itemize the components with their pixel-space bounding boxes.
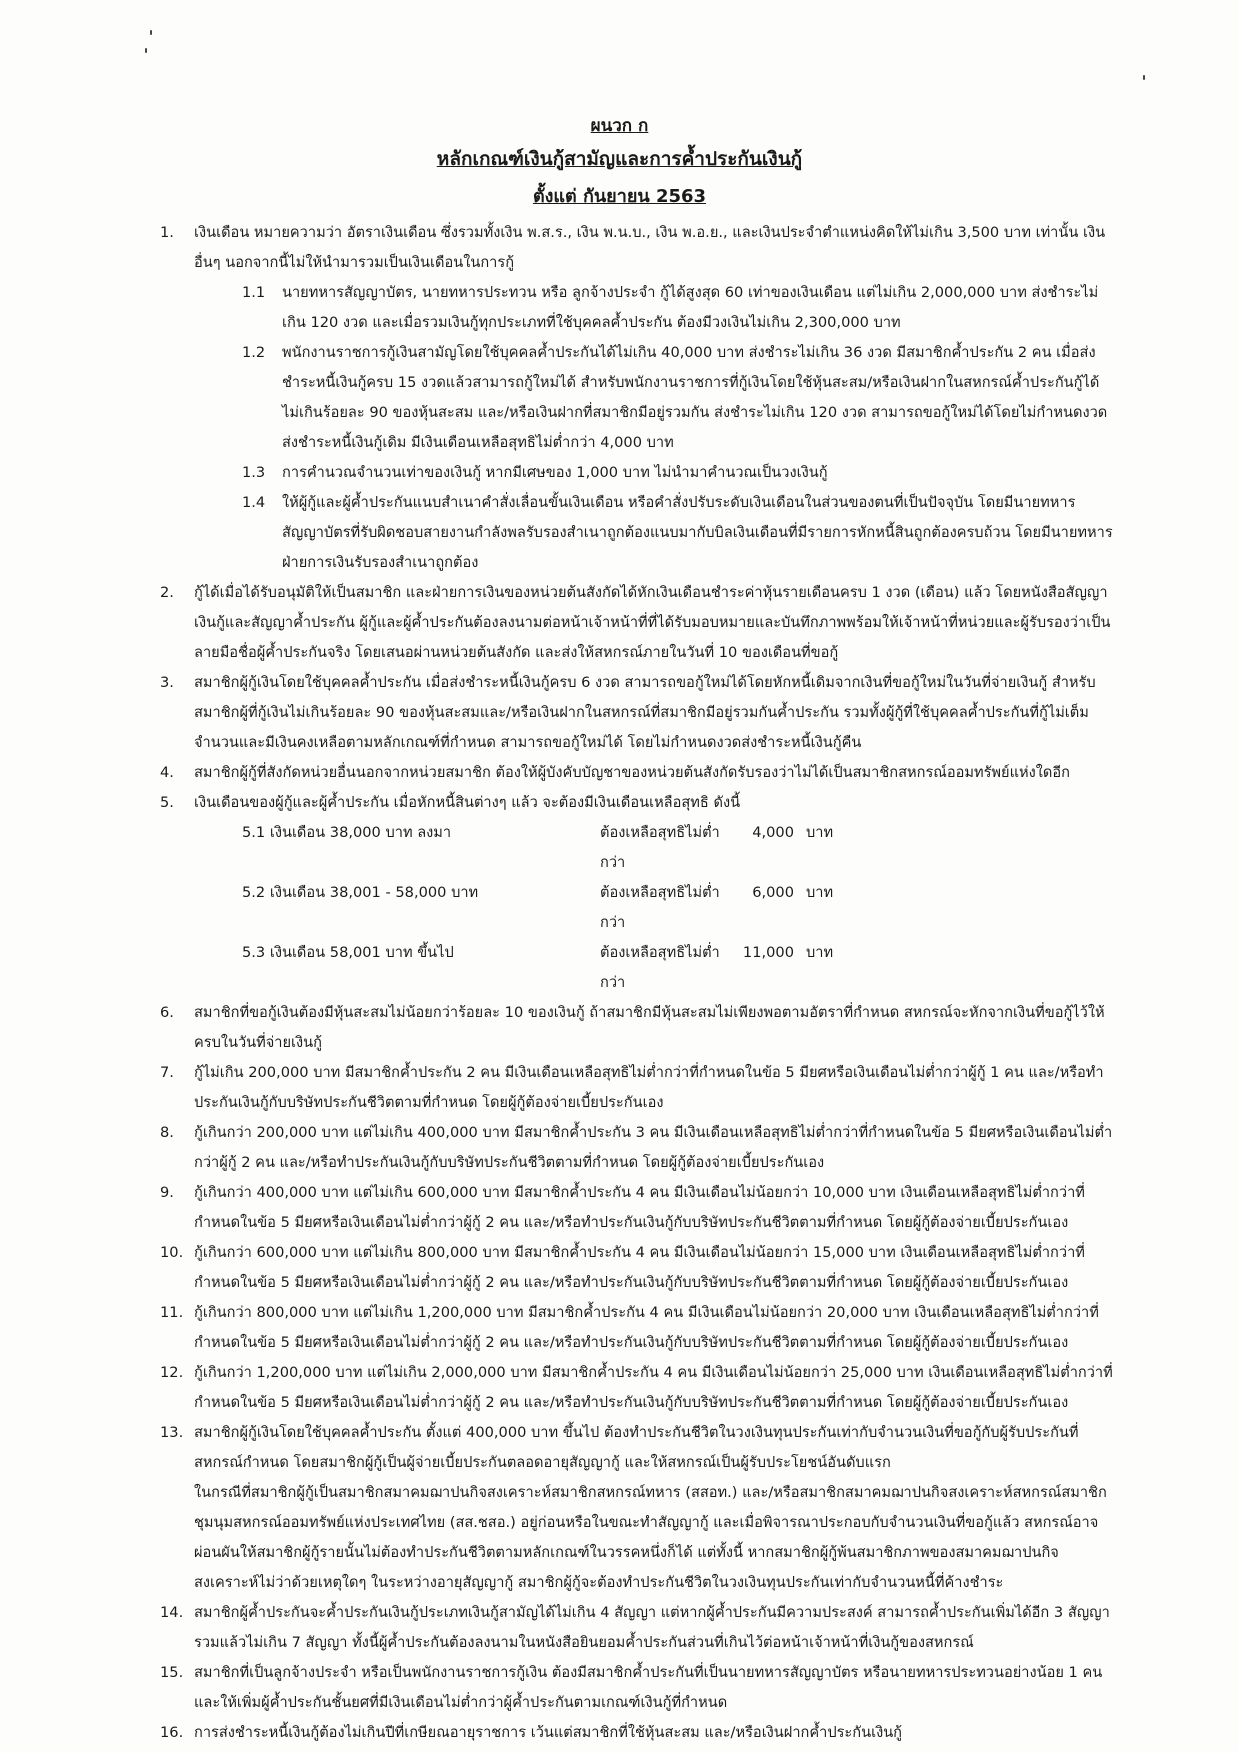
rule-text: กู้ไม่เกิน 200,000 บาท มีสมาชิกค้ำประกัน 2 คน มีเงินเดือนเหลือสุทธิไม่ต่ำกว่าที่กำหนดในข้อ 5 มียศหรือเงินเดือนไม่ต่ำกว่าผู้กู้ 1 คน และ/หรือทำประกันเงินกู้กับบริษัทประกันชีวิตตามที่กำหนด โดยผู้กู้ต้องจ่ายเบี้ยประกันเอง (194, 1064, 1104, 1111)
sub-rule-text: ให้ผู้กู้และผู้ค้ำประกันแนบสำเนาคำสั่งเลื่อนขั้นเงินเดือน หรือคำสั่งปรับระดับเงินเดือนในส่วนของตนที่เป็นปัจจุบัน โดยมีนายทหารสัญญาบัตรที่รับผิดชอบสายงานกำลังพลรับรองสำเนาถูกต้องแนบมากับบิลเงินเดือนที่มีรายการหักหนี้สินถูกต้องครบถ้วน โดยมีนายทหารฝ่ายการเงินรับรองสำเนาถูกต้อง (282, 494, 1113, 571)
salary-range: 5.2 เงินเดือน 38,001 - 58,000 บาท (242, 884, 479, 901)
rule-text: สมาชิกผู้กู้เงินโดยใช้บุคคลค้ำประกัน ตั้งแต่ 400,000 บาท ขึ้นไป ต้องทำประกันชีวิตในวงเงินทุนประกันเท่ากับจำนวนเงินที่ขอกู้กับผู้รับประกันที่สหกรณ์กำหนด โดยสมาชิกผู้กู้เป็นผู้จ่ายเบี้ยประกันตลอดอายุสัญญากู้ และให้สหกรณ์เป็นผู้รับประโยชน์อันดับแรก (194, 1424, 1079, 1471)
sub-rule-text: การคำนวณจำนวนเท่าของเงินกู้ หากมีเศษของ 1,000 บาท ไม่นำมาคำนวณเป็นวงเงินกู้ (282, 464, 828, 481)
currency-unit: บาท (806, 884, 834, 901)
sub-rule-text: นายทหารสัญญาบัตร, นายทหารประทวน หรือ ลูกจ้างประจำ กู้ได้สูงสุด 60 เท่าของเงินเดือน แต่ไม่เกิน 2,000,000 บาท ส่งชำระไม่เกิน 120 งวด และเมื่อรวมเงินกู้ทุกประเภทที่ใช้บุคคลค้ำประกัน ต้องมีวงเงินไม่เกิน 2,300,000 บาท (282, 284, 1099, 331)
rule-item (160, 1658, 1115, 1718)
rule-text: สมาชิกที่เป็นลูกจ้างประจำ หรือเป็นพนักงานราชการกู้เงิน ต้องมีสมาชิกค้ำประกันที่เป็นนายทหารสัญญาบัตร หรือนายทหารประทวนอย่างน้อย 1 คน และให้เพิ่มผู้ค้ำประกันชั้นยศที่มีเงินเดือนไม่ต่ำกว่าผู้ค้ำประกันตามเกณฑ์เงินกู้ที่กำหนด (194, 1664, 1103, 1711)
net-requirement: ต้องเหลือสุทธิไม่ต่ำกว่า (600, 824, 720, 871)
rule-item (160, 1298, 1115, 1358)
rule-item (160, 1058, 1115, 1118)
salary-range: 5.3 เงินเดือน 58,001 บาท ขึ้นไป (242, 944, 454, 961)
rule-text: สมาชิกที่ขอกู้เงินต้องมีหุ้นสะสมไม่น้อยกว่าร้อยละ 10 ของเงินกู้ ถ้าสมาชิกมีหุ้นสะสมไม่เพียงพอตามอัตราที่กำหนด สหกรณ์จะหักจากเงินที่ขอกู้ไว้ให้ครบในวันที่จ่ายเงินกู้ (194, 1004, 1105, 1051)
rule-number: 14. (160, 1604, 184, 1621)
rule-item (160, 1178, 1115, 1238)
rule-item (160, 1358, 1115, 1418)
rule-item (160, 1238, 1115, 1298)
scan-speck (145, 48, 147, 53)
rule-text: การส่งชำระหนี้เงินกู้ต้องไม่เกินปีที่เกษียณอายุราชการ เว้นแต่สมาชิกที่ใช้หุ้นสะสม และ/หรือเงินฝากค้ำประกันเงินกู้ (194, 1724, 903, 1741)
rule-text: เงินเดือน หมายความว่า อัตราเงินเดือน ซึ่งรวมทั้งเงิน พ.ส.ร., เงิน พ.น.บ., เงิน พ.อ.ย., และเงินประจำตำแหน่งคิดให้ไม่เกิน 3,500 บาท เท่านั้น เงินอื่นๆ นอกจากนี้ไม่ให้นำมารวมเป็นเงินเดือนในการกู้ (194, 224, 1106, 271)
rule-item (160, 1418, 1115, 1598)
rule-item (160, 1118, 1115, 1178)
document-title: หลักเกณฑ์เงินกู้สามัญและการค้ำประกันเงินกู้ (436, 148, 803, 170)
scan-speck (1143, 75, 1145, 80)
sub-rule-number: 1.3 (242, 464, 266, 481)
salary-row (242, 878, 1115, 938)
rule-item (160, 1718, 1115, 1748)
net-amount: 4,000 (752, 824, 794, 841)
effective-date: ตั้งแต่ กันยายน 2563 (532, 186, 707, 207)
rule-text: สมาชิกผู้ค้ำประกันจะค้ำประกันเงินกู้ประเภทเงินกู้สามัญได้ไม่เกิน 4 สัญญา แต่หากผู้ค้ำประกันมีความประสงค์ สามารถค้ำประกันเพิ่มได้อีก 3 สัญญา รวมแล้วไม่เกิน 7 สัญญา ทั้งนี้ผู้ค้ำประกันต้องลงนามในหนังสือยินยอมค้ำประกันส่วนที่เกินไว้ต่อหน้าเจ้าหน้าที่เงินกู้ของสหกรณ์ (194, 1604, 1110, 1651)
currency-unit: บาท (806, 944, 834, 961)
rule-paragraph: ในกรณีที่สมาชิกผู้กู้เป็นสมาชิกสมาคมฌาปนกิจสงเคราะห์สมาชิกสหกรณ์ทหาร (สสอท.) และ/หรือสมาชิกสมาคมฌาปนกิจสงเคราะห์สหกรณ์สมาชิกชุมนุมสหกรณ์ออมทรัพย์แห่งประเทศไทย (สส.ชสอ.) อยู่ก่อนหรือในขณะทำสัญญากู้ และเมื่อพิจารณาประกอบกับจำนวนเงินที่ขอกู้แล้ว สหกรณ์อาจผ่อนผันให้สมาชิกผู้กู้รายนั้นไม่ต้องทำประกันชีวิตตามหลักเกณฑ์ในวรรคหนึ่งก็ได้ แต่ทั้งนี้ หากสมาชิกผู้กู้พ้นสมาชิกภาพของสมาคมฌาปนกิจสงเคราะห์ไม่ว่าด้วยเหตุใดๆ ในระหว่างอายุสัญญากู้ สมาชิกผู้กู้จะต้องทำประกันชีวิตในวงเงินทุนประกันเท่ากับจำนวนหนี้ที่ค้างชำระ (194, 1484, 1107, 1591)
rule-number: 12. (160, 1364, 184, 1381)
sub-rule-number: 1.1 (242, 284, 266, 301)
sub-rule-number: 1.4 (242, 494, 266, 511)
rule-number: 4. (160, 764, 174, 781)
net-requirement: ต้องเหลือสุทธิไม่ต่ำกว่า (600, 884, 720, 931)
rule-item (160, 1598, 1115, 1658)
rule-item (160, 218, 1115, 278)
rule-text: กู้เกินกว่า 600,000 บาท แต่ไม่เกิน 800,000 บาท มีสมาชิกค้ำประกัน 4 คน มีเงินเดือนไม่น้อยกว่า 15,000 บาท เงินเดือนเหลือสุทธิไม่ต่ำกว่าที่กำหนดในข้อ 5 มียศหรือเงินเดือนไม่ต่ำกว่าผู้กู้ 2 คน และ/หรือทำประกันเงินกู้กับบริษัทประกันชีวิตตามที่กำหนด โดยผู้กู้ต้องจ่ายเบี้ยประกันเอง (194, 1244, 1085, 1291)
rule-number: 8. (160, 1124, 174, 1141)
sub-rule (242, 488, 1115, 578)
rule-text: เงินเดือนของผู้กู้และผู้ค้ำประกัน เมื่อหักหนี้สินต่างๆ แล้ว จะต้องมีเงินเดือนเหลือสุทธิ ดังนี้ (194, 794, 741, 811)
rule-number: 2. (160, 584, 174, 601)
salary-row (242, 938, 1115, 998)
net-amount: 6,000 (752, 884, 794, 901)
rule-item (160, 788, 1115, 818)
rule-item (160, 578, 1115, 668)
rule-text: กู้เกินกว่า 1,200,000 บาท แต่ไม่เกิน 2,000,000 บาท มีสมาชิกค้ำประกัน 4 คน มีเงินเดือนไม่น้อยกว่า 25,000 บาท เงินเดือนเหลือสุทธิไม่ต่ำกว่าที่กำหนดในข้อ 5 มียศหรือเงินเดือนไม่ต่ำกว่าผู้กู้ 2 คน และ/หรือทำประกันเงินกู้กับบริษัทประกันชีวิตตามที่กำหนด โดยผู้กู้ต้องจ่ายเบี้ยประกันเอง (194, 1364, 1113, 1411)
currency-unit: บาท (806, 824, 834, 841)
sub-rule-number: 1.2 (242, 344, 266, 361)
rule-number: 11. (160, 1304, 184, 1321)
rule-number: 15. (160, 1664, 184, 1681)
rule-text: กู้เกินกว่า 400,000 บาท แต่ไม่เกิน 600,000 บาท มีสมาชิกค้ำประกัน 4 คน มีเงินเดือนไม่น้อยกว่า 10,000 บาท เงินเดือนเหลือสุทธิไม่ต่ำกว่าที่กำหนดในข้อ 5 มียศหรือเงินเดือนไม่ต่ำกว่าผู้กู้ 2 คน และ/หรือทำประกันเงินกู้กับบริษัทประกันชีวิตตามที่กำหนด โดยผู้กู้ต้องจ่ายเบี้ยประกันเอง (194, 1184, 1085, 1231)
net-requirement: ต้องเหลือสุทธิไม่ต่ำกว่า (600, 944, 720, 991)
rule-item (160, 758, 1115, 788)
rule-number: 9. (160, 1184, 174, 1201)
sub-rule (242, 278, 1115, 338)
rule-number: 1. (160, 224, 174, 241)
rule-number: 5. (160, 794, 174, 811)
sub-rule (242, 338, 1115, 458)
annex-label: ผนวก ก (590, 116, 649, 136)
rule-number: 13. (160, 1424, 184, 1441)
rule-number: 10. (160, 1244, 184, 1261)
salary-row (242, 818, 1115, 878)
rule-item (160, 998, 1115, 1058)
rule-text: สมาชิกผู้กู้ที่สังกัดหน่วยอื่นนอกจากหน่วยสมาชิก ต้องให้ผู้บังคับบัญชาของหน่วยต้นสังกัดรับรองว่าไม่ได้เป็นสมาชิกสหกรณ์ออมทรัพย์แห่งใดอีก (194, 764, 1070, 781)
rule-text: กู้เกินกว่า 800,000 บาท แต่ไม่เกิน 1,200,000 บาท มีสมาชิกค้ำประกัน 4 คน มีเงินเดือนไม่น้อยกว่า 20,000 บาท เงินเดือนเหลือสุทธิไม่ต่ำกว่าที่กำหนดในข้อ 5 มียศหรือเงินเดือนไม่ต่ำกว่าผู้กู้ 2 คน และ/หรือทำประกันเงินกู้กับบริษัทประกันชีวิตตามที่กำหนด โดยผู้กู้ต้องจ่ายเบี้ยประกันเอง (194, 1304, 1099, 1351)
rule-number: 3. (160, 674, 174, 691)
sub-rule-text: พนักงานราชการกู้เงินสามัญโดยใช้บุคคลค้ำประกันได้ไม่เกิน 40,000 บาท ส่งชำระไม่เกิน 36 งวด มีสมาชิกค้ำประกัน 2 คน เมื่อส่งชำระหนี้เงินกู้ครบ 15 งวดแล้วสามารถกู้ใหม่ได้ สำหรับพนักงานราชการที่กู้เงินโดยใช้หุ้นสะสม/หรือเงินฝากในสหกรณ์ค้ำประกันกู้ได้ไม่เกินร้อยละ 90 ของหุ้นสะสม และ/หรือเงินฝากที่สมาชิกมีอยู่รวมกัน ส่งชำระไม่เกิน 120 งวด สามารถขอกู้ใหม่ได้โดยไม่กำหนดงวดส่งชำระหนี้เงินกู้เดิม มีเงินเดือนเหลือสุทธิไม่ต่ำกว่า 4,000 บาท (282, 344, 1108, 451)
scan-speck (150, 30, 152, 35)
rule-number: 16. (160, 1724, 184, 1741)
rule-text: สมาชิกผู้กู้เงินโดยใช้บุคคลค้ำประกัน เมื่อส่งชำระหนี้เงินกู้ครบ 6 งวด สามารถขอกู้ใหม่ได้โดยหักหนี้เดิมจากเงินที่ขอกู้ใหม่ในวันที่จ่ายเงินกู้ สำหรับสมาชิกผู้ที่กู้เงินไม่เกินร้อยละ 90 ของหุ้นสะสมและ/หรือเงินฝากในสหกรณ์ที่สมาชิกมีอยู่รวมกันค้ำประกัน รวมทั้งผู้กู้ที่ใช้บุคคลค้ำประกันที่กู้ไม่เต็มจำนวนและมีเงินคงเหลือตามหลักเกณฑ์ที่กำหนด สามารถขอกู้ใหม่ได้ โดยไม่กำหนดงวดส่งชำระหนี้เงินกู้คืน (194, 674, 1096, 751)
rules-list (160, 218, 1115, 1748)
rule-text: กู้ได้เมื่อได้รับอนุมัติให้เป็นสมาชิก และฝ่ายการเงินของหน่วยต้นสังกัดได้หักเงินเดือนชำระค่าหุ้นรายเดือนครบ 1 งวด (เดือน) แล้ว โดยหนังสือสัญญาเงินกู้และสัญญาค้ำประกัน ผู้กู้และผู้ค้ำประกันต้องลงนามต่อหน้าเจ้าหน้าที่ที่ได้รับมอบหมายและบันทึกภาพพร้อมให้เจ้าหน้าที่หน่วยและผู้รับรองว่าเป็นลายมือชื่อผู้ค้ำประกันจริง โดยเสนอผ่านหน่วยต้นสังกัด และส่งให้สหกรณ์ภายในวันที่ 10 ของเดือนที่ขอกู้ (194, 584, 1111, 661)
rule-number: 7. (160, 1064, 174, 1081)
rule-text: กู้เกินกว่า 200,000 บาท แต่ไม่เกิน 400,000 บาท มีสมาชิกค้ำประกัน 3 คน มีเงินเดือนเหลือสุทธิไม่ต่ำกว่าที่กำหนดในข้อ 5 มียศหรือเงินเดือนไม่ต่ำกว่าผู้กู้ 2 คน และ/หรือทำประกันเงินกู้กับบริษัทประกันชีวิตตามที่กำหนด โดยผู้กู้ต้องจ่ายเบี้ยประกันเอง (194, 1124, 1113, 1171)
rule-number: 6. (160, 1004, 174, 1021)
rule-item (160, 668, 1115, 758)
sub-rule (242, 458, 1115, 488)
net-amount: 11,000 (742, 944, 794, 961)
salary-range: 5.1 เงินเดือน 38,000 บาท ลงมา (242, 824, 452, 841)
